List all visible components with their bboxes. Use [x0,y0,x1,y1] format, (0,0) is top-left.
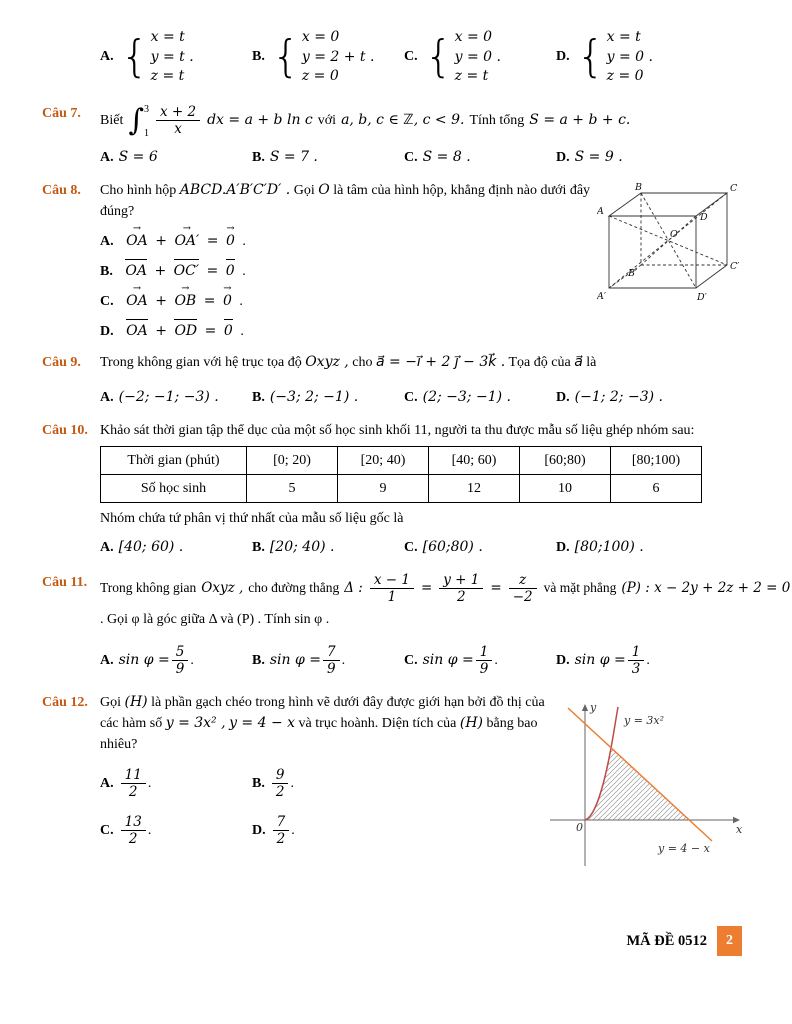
question-number: Câu 9. [42,354,81,370]
math-text: ABCD.A′B′C′D′ . [179,181,291,198]
text: là [586,354,597,370]
math-text: Oxyz , [305,353,349,370]
option-text: (−2; −1; −3) . [118,388,219,405]
fraction-denominator: 2 [276,831,286,848]
question-7 [42,103,792,168]
math-text: Oxyz , [201,580,244,597]
vertex-label-d: D [700,211,708,223]
vector-a: a⃗ [574,353,583,370]
option-label: A. [100,389,114,405]
fraction [272,767,289,800]
operator: + [155,292,167,309]
equation-system [607,28,653,87]
option-a [100,28,252,87]
period: . [242,233,246,249]
option-label: B. [252,775,265,791]
question-6-options [100,28,792,87]
option-label: B. [100,263,113,279]
cases-brace: { [120,31,149,83]
question-text: Khảo sát thời gian tập thể dục của một số học sinh khối 11, người ta thu được mẫu số liệu ghép nhóm sau: [100,422,695,438]
option-text: sin φ = [574,652,626,669]
equation-line: z = t [150,68,185,85]
option-c [404,147,556,168]
text: cho [352,354,373,370]
operator: = [490,580,502,597]
integral [128,103,149,139]
text: Cho hình hộp [100,182,177,198]
fraction [439,572,483,605]
text: với [317,113,337,129]
option-b [252,28,404,87]
equation-line: x = 0 [454,29,493,45]
math-text: dx = a + b ln c [207,112,313,129]
table-header-cell: Thời gian (phút) [101,446,247,474]
question-10 [42,420,792,558]
frequency-table [100,446,702,503]
option-label: B. [252,389,265,405]
center-label-o: O [670,228,678,240]
integral-lower-limit: 1 [143,127,149,139]
period: . [291,823,295,839]
option-label: D. [556,389,570,405]
text: Gọi [100,694,121,710]
vertex-label-b1: B′ [628,267,638,279]
integral-limits [144,103,149,139]
option-a [100,147,252,168]
option-label: D. [556,149,570,165]
vector-term: 0 → [221,291,234,312]
fraction-numerator: 13 [121,814,146,831]
equation-system [455,28,501,87]
option-text: sin φ = [269,652,321,669]
fraction [323,644,340,677]
option-label: C. [404,653,418,669]
table-header-row [101,446,702,474]
fraction [121,814,146,847]
operator: + [155,232,167,249]
fraction-numerator: 1 [476,644,493,661]
operator: = [203,292,216,309]
cube-figure [597,180,742,312]
vector-term: OA → [124,231,150,252]
question-text [100,572,792,605]
fraction [156,104,200,137]
option-d [556,147,792,168]
equation-line: y = t . [150,48,194,65]
option-text: S = 7 . [269,148,318,165]
question-text [100,103,792,139]
equation-line: z = t [454,68,489,85]
table-cell: 9 [338,474,429,502]
y-axis-arrow [582,704,588,711]
question-10-options [100,537,792,558]
vertex-label-a: A [597,205,604,217]
vertex-label-c1: C′ [730,260,740,272]
equation-line: y = 2 + t . [301,48,375,65]
x-axis-label: x [736,822,743,836]
option-label: A. [100,49,114,65]
operator: = [420,580,433,597]
fraction-numerator: y + 1 [439,572,483,589]
option-b [252,537,404,558]
y-axis-label: y [590,700,597,714]
math-text: (H) [459,714,484,731]
fraction-numerator: 7 [273,814,290,831]
option-label: D. [252,823,266,839]
equation-line: z = 0 [301,68,339,85]
equation-system [302,28,375,87]
cube-edges [609,193,727,288]
fraction-numerator: 5 [172,644,189,661]
vector-term: OA′ → [172,231,201,252]
fraction [273,814,290,847]
option-d [556,28,792,87]
table-header-cell: [40; 60) [429,446,520,474]
operator: = [206,232,219,249]
option-text: [40; 60) . [118,538,184,555]
equation-line: y = 0 . [606,48,653,65]
fraction [628,644,645,677]
option-c [404,537,556,558]
option-label: A. [100,539,114,555]
vertex-label-c: C [730,182,738,194]
option-a [100,767,252,800]
table-header-cell: [20; 40) [338,446,429,474]
option-text: [20; 40) . [269,538,335,555]
option-label: C. [404,149,418,165]
question-text [100,352,792,373]
option-a [100,537,252,558]
option-a [100,387,252,408]
equation-line: x = t [150,29,185,45]
period: . [239,293,243,309]
option-c [404,644,556,677]
option-d [556,644,792,677]
question-9 [42,352,792,408]
fraction-numerator: z [509,572,537,589]
vector-expression: a⃗ = −i⃗ + 2 j⃗ − 3k⃗ . [375,353,506,370]
option-label: C. [100,293,114,309]
option-label: B. [252,149,265,165]
vector-term: OA [123,261,149,282]
question-number: Câu 7. [42,105,81,121]
math-text: (P) : x − 2y + 2z + 2 = 0 [621,580,791,597]
fraction-numerator: 11 [121,767,146,784]
table-row-label: Số học sinh [101,474,247,502]
option-d [556,387,792,408]
fraction-denominator: 9 [175,661,185,678]
option-text: (−1; 2; −3) . [574,388,663,405]
text: Biết [100,113,124,129]
table-cell: 12 [429,474,520,502]
fraction-numerator: x − 1 [370,572,414,589]
option-c [404,28,556,87]
math-text: y = 3x² , [165,714,226,731]
fraction-denominator: 9 [326,661,336,678]
question-note: Nhóm chứa tứ phân vị thứ nhất của mẫu số liệu gốc là [100,510,404,526]
vector-term: OB → [172,291,198,312]
fraction-denominator: 2 [457,588,466,605]
option-label: D. [556,539,570,555]
text: là tâm của hình hộp, khẳng định nào dưới đây đúng? [100,182,591,219]
option-label: D. [100,323,114,339]
period: . [147,775,152,791]
question-number: Câu 10. [42,422,88,438]
period: . [646,653,650,669]
origin-label: 0 [576,820,583,834]
option-text: [80;100) . [574,538,644,555]
fraction-denominator: x [174,121,182,138]
option-label: B. [252,49,265,65]
text: Tọa độ của [508,354,571,370]
text: Trong không gian với hệ trục tọa độ [100,354,302,370]
option-text: S = 9 . [574,148,623,165]
question-11-options [100,644,792,677]
option-b [252,387,404,408]
line-curve [568,708,712,841]
option-label: C. [100,823,114,839]
equation-line: z = 0 [606,68,644,85]
cases-brace: { [576,31,605,83]
option-d [556,537,792,558]
fraction [476,644,493,677]
integral-upper-limit: 3 [143,103,149,115]
period: . [494,653,498,669]
operator: = [204,322,217,339]
option-b [252,147,404,168]
text: Tính tổng [469,113,525,129]
period: . [341,653,346,669]
fraction [509,572,537,605]
question-text-line2: . Gọi φ là góc giữa Δ và (P) . Tính sin φ . [100,612,330,628]
table-cell: 6 [611,474,702,502]
option-label: A. [100,233,114,249]
question-text [100,692,550,755]
equation-line: x = t [606,29,641,45]
text: cho đường thẳng [248,580,340,596]
option-d [252,814,412,847]
fraction-numerator: 7 [323,644,340,661]
math-text: S = a + b + c. [529,112,631,129]
option-b [252,644,404,677]
fraction-denominator: 9 [479,661,489,678]
question-8 [42,180,792,342]
period: . [190,653,194,669]
operator: + [154,262,167,279]
graph-figure [540,698,745,873]
fraction-denominator: −2 [512,588,533,605]
table-value-row [101,474,702,502]
option-text: (−3; 2; −1) . [269,388,359,405]
period: . [290,775,294,791]
curve-label: y = 3x² [624,713,665,727]
option-label: B. [252,653,265,669]
vertex-label-b: B [635,181,642,193]
option-a [100,644,252,677]
option-label: C. [404,49,418,65]
math-text: (H) [124,693,148,710]
option-label: D. [556,49,570,65]
fraction-denominator: 1 [387,588,397,605]
math-text: a, b, c ∈ ℤ, c < 9. [341,112,465,129]
fraction [172,644,189,677]
equation-line: x = 0 [301,29,340,45]
option-c [404,387,556,408]
option-label: C. [404,539,418,555]
option-c [100,814,252,847]
question-9-options [100,387,792,408]
option-d [100,321,792,342]
table-cell: 10 [520,474,611,502]
option-b [252,767,412,800]
text: Gọi [293,182,315,198]
question-number: Câu 8. [42,182,81,198]
vector-term: 0 → [224,231,237,252]
text: là phần gạch chéo trong hình vẽ dưới đây được giới hạn bởi đồ thị của các hàm số [100,694,545,731]
option-label: B. [252,539,265,555]
vector-term: 0 [224,261,237,282]
period: . [147,823,152,839]
table-header-cell: [60;80) [520,446,611,474]
vector-term: OC′ [172,261,201,282]
period: . [240,323,244,339]
option-text: S = 6 [118,148,158,165]
line-label: y = 4 − x [658,841,710,855]
operator: = [206,262,219,279]
fraction [370,572,414,605]
text: và trục hoành. Diện tích của [298,715,457,731]
math-text: O [318,181,330,198]
fraction-numerator: x + 2 [156,104,200,121]
vector-term: OA → [124,291,150,312]
cases-brace: { [271,31,300,83]
option-text: sin φ = [422,652,474,669]
text: Trong không gian [100,580,197,596]
vector-term: OD [172,321,199,342]
question-number: Câu 12. [42,694,88,710]
text: và mặt phẳng [543,580,617,596]
shaded-region [585,748,689,820]
fraction-denominator: 2 [128,783,138,800]
math-text: y = 4 − x [229,714,296,731]
option-label: A. [100,775,114,791]
fraction-denominator: 2 [128,831,138,848]
option-label: D. [556,653,570,669]
table-cell: 5 [247,474,338,502]
page-number-badge: 2 [717,926,742,956]
option-label: C. [404,389,418,405]
equation-system [151,28,194,87]
vector-term: 0 [222,321,235,342]
math-text: Δ : [344,580,363,597]
question-12 [42,692,792,882]
equation-line: y = 0 . [454,48,501,65]
fraction-denominator: 2 [275,783,285,800]
option-text: S = 8 . [422,148,471,165]
fraction-numerator: 1 [628,644,645,661]
text: bằng bao nhiêu? [100,715,538,752]
question-11 [42,572,792,678]
option-text: (2; −3; −1) . [422,388,511,405]
question-7-options [100,147,792,168]
operator: + [155,322,167,339]
table-header-cell: [80;100) [611,446,702,474]
cases-brace: { [424,31,453,83]
table-header-cell: [0; 20) [247,446,338,474]
option-text: sin φ = [118,652,170,669]
question-number: Câu 11. [42,574,88,590]
question-text [100,180,595,222]
vector-term: OA [124,321,150,342]
exam-code: MÃ ĐỀ 0512 [626,932,707,949]
period: . [242,263,246,279]
page-footer [626,926,742,956]
vertex-label-a1: A′ [597,290,607,302]
vertex-label-d1: D′ [697,291,707,303]
option-text: [60;80) . [422,538,483,555]
integral-symbol: ∫ [128,103,144,139]
option-label: A. [100,653,114,669]
fraction [121,767,146,800]
fraction-denominator: 3 [631,661,641,678]
option-label: A. [100,149,114,165]
fraction-numerator: 9 [272,767,289,784]
